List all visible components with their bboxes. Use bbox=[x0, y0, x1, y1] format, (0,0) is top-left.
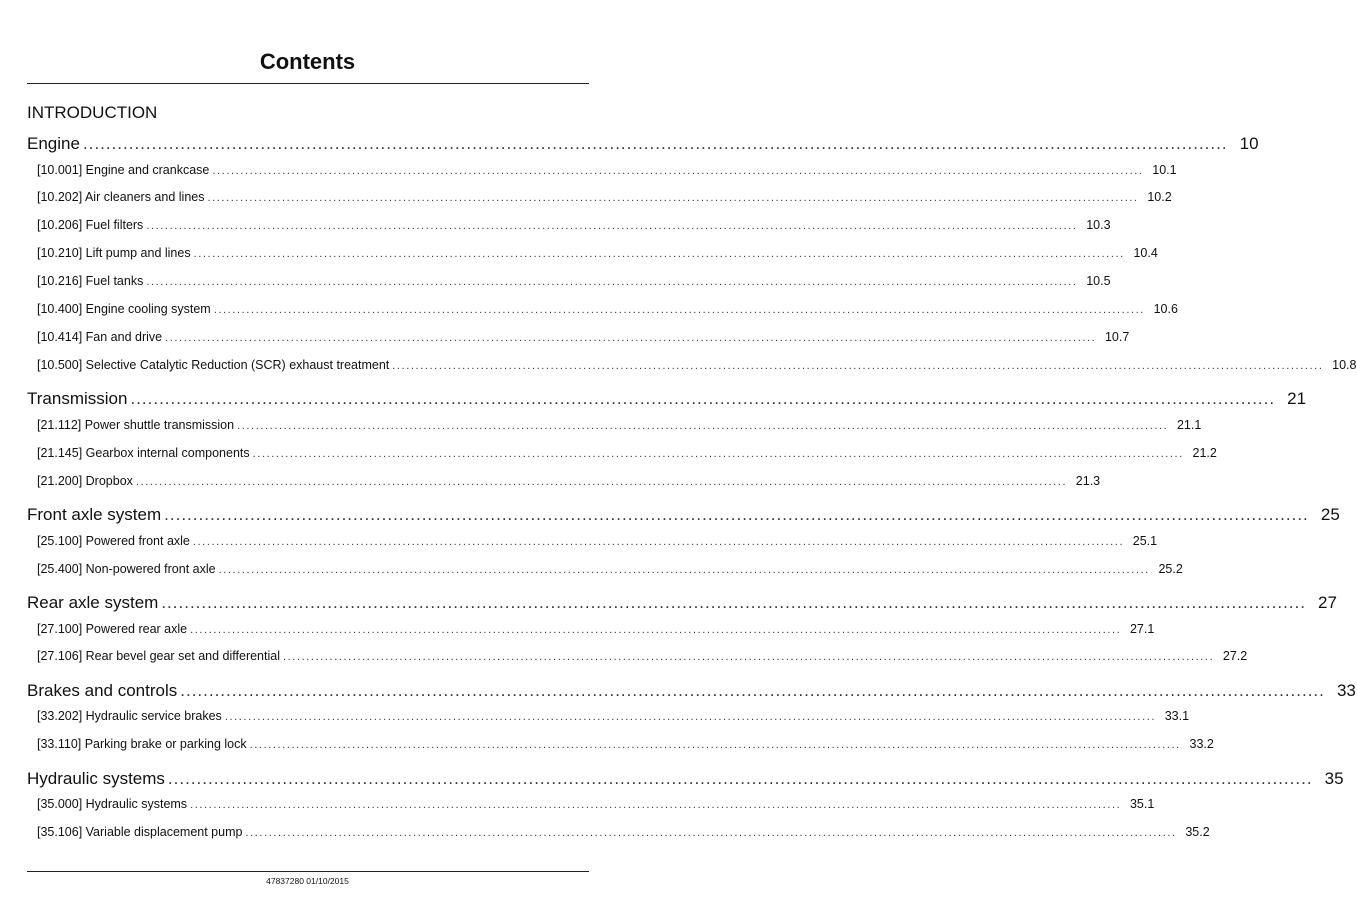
toc-item[interactable] bbox=[37, 533, 1158, 548]
toc-item-label: [33.110] Parking brake or parking lock bbox=[37, 737, 247, 752]
toc-section-page: 33 bbox=[1336, 680, 1356, 700]
toc-item-page: 10.6 bbox=[1153, 302, 1178, 316]
toc-item-label: [10.400] Engine cooling system bbox=[37, 302, 211, 316]
toc-item-page: 10.5 bbox=[1086, 274, 1111, 289]
dot-leader: ........................................................................................................................................................................................................ bbox=[392, 359, 1324, 372]
dot-leader: ........................................................................................................................................................................................................ bbox=[193, 248, 1125, 261]
dot-leader: ........................................................................................................................................................................................................ bbox=[190, 623, 1122, 636]
toc-item-page: 35.2 bbox=[1185, 825, 1210, 840]
toc-item[interactable] bbox=[37, 218, 1111, 233]
toc-section-page: 35 bbox=[1324, 768, 1344, 788]
toc-item-label: [21.200] Dropbox bbox=[37, 473, 133, 488]
toc-item[interactable] bbox=[37, 709, 1190, 724]
toc-item[interactable] bbox=[37, 649, 1248, 664]
dot-leader: ........................................................................................................................................................................................................ bbox=[249, 739, 1181, 752]
dot-leader: ........................................................................................................................................................................................................ bbox=[283, 651, 1215, 664]
toc-item-page: 27.2 bbox=[1222, 649, 1248, 664]
introduction-heading: INTRODUCTION bbox=[27, 103, 158, 122]
toc-item[interactable] bbox=[37, 797, 1155, 812]
dot-leader: ........................................................................................................................................................................................................ bbox=[190, 799, 1122, 812]
toc-section-engine[interactable] bbox=[27, 134, 1259, 154]
dot-leader: ........................................................................................................................................................................................................ bbox=[164, 505, 1309, 525]
toc-section-label: Rear axle system bbox=[27, 593, 159, 612]
dot-leader: ........................................................................................................................................................................................................ bbox=[212, 164, 1144, 177]
toc-item[interactable] bbox=[37, 274, 1111, 289]
toc-item-label: [35.106] Variable displacement pump bbox=[37, 825, 243, 840]
toc-item-page: 10.3 bbox=[1086, 218, 1111, 233]
toc-item[interactable] bbox=[37, 473, 1101, 488]
toc-item[interactable] bbox=[37, 621, 1155, 636]
dot-leader: ........................................................................................................................................................................................................ bbox=[237, 419, 1169, 432]
title-rule bbox=[27, 83, 589, 84]
toc-section-label: Transmission bbox=[27, 389, 128, 409]
page-title: Contents bbox=[259, 49, 356, 74]
toc-item-label: [10.210] Lift pump and lines bbox=[37, 246, 191, 261]
toc-item-page: 10.4 bbox=[1133, 246, 1158, 261]
toc-item-label: [10.216] Fuel tanks bbox=[37, 274, 144, 289]
toc-item-label: [10.001] Engine and crankcase bbox=[37, 162, 210, 177]
toc-item-page: 25.2 bbox=[1158, 561, 1183, 576]
toc-item[interactable] bbox=[37, 246, 1158, 261]
toc-item-page: 35.1 bbox=[1129, 797, 1155, 812]
toc-item-label: [10.206] Fuel filters bbox=[37, 218, 144, 233]
toc-section-transmission[interactable] bbox=[27, 389, 1307, 409]
dot-leader: ........................................................................................................................................................................................................ bbox=[130, 389, 1276, 409]
toc-item[interactable] bbox=[37, 329, 1130, 344]
toc-item-label: [25.100] Powered front axle bbox=[37, 533, 190, 548]
dot-leader: ........................................................................................................................................................................................................ bbox=[146, 276, 1078, 289]
toc-item[interactable] bbox=[37, 357, 1357, 372]
toc-item-page: 10.7 bbox=[1104, 329, 1130, 344]
toc-section-rear-axle-system[interactable] bbox=[27, 593, 1337, 613]
toc-item[interactable] bbox=[37, 417, 1202, 432]
dot-leader: ........................................................................................................................................................................................................ bbox=[161, 593, 1306, 612]
toc-section-front-axle-system[interactable] bbox=[27, 505, 1340, 525]
toc-item[interactable] bbox=[37, 190, 1172, 205]
toc-item-label: [27.100] Powered rear axle bbox=[37, 621, 188, 636]
toc-section-page: 21 bbox=[1287, 389, 1307, 409]
toc-item-label: [10.414] Fan and drive bbox=[37, 329, 163, 344]
dot-leader: ........................................................................................................................................................................................................ bbox=[213, 304, 1145, 316]
toc-item-label: [33.202] Hydraulic service brakes bbox=[37, 709, 222, 724]
toc-section-brakes-and-controls[interactable] bbox=[27, 680, 1356, 701]
toc-item[interactable] bbox=[37, 162, 1177, 177]
toc-item-label: [21.145] Gearbox internal components bbox=[37, 445, 250, 460]
toc-item[interactable] bbox=[37, 302, 1178, 316]
toc-item-page: 33.1 bbox=[1164, 709, 1190, 724]
toc-section-hydraulic-systems[interactable] bbox=[27, 768, 1344, 789]
footer-rule bbox=[27, 871, 589, 872]
toc-item-page: 21.1 bbox=[1176, 417, 1202, 432]
toc-item-label: [21.112] Power shuttle transmission bbox=[37, 417, 235, 432]
toc-item[interactable] bbox=[37, 737, 1214, 752]
toc-item-label: [35.000] Hydraulic systems bbox=[37, 797, 188, 812]
toc-item-label: [27.106] Rear bevel gear set and differential bbox=[37, 649, 280, 664]
dot-leader: ........................................................................................................................................................................................................ bbox=[218, 563, 1150, 576]
toc-section-label: Hydraulic systems bbox=[27, 768, 165, 788]
dot-leader: ........................................................................................................................................................................................................ bbox=[167, 768, 1313, 788]
toc-item-page: 21.2 bbox=[1192, 445, 1217, 460]
toc-item-label: [25.400] Non-powered front axle bbox=[37, 561, 216, 576]
toc-section-page: 10 bbox=[1239, 134, 1259, 153]
toc-item-page: 10.8 bbox=[1332, 357, 1357, 372]
dot-leader: ........................................................................................................................................................................................................ bbox=[252, 447, 1184, 460]
dot-leader: ........................................................................................................................................................................................................ bbox=[82, 134, 1228, 153]
toc-section-label: Engine bbox=[27, 134, 80, 153]
dot-leader: ........................................................................................................................................................................................................ bbox=[146, 220, 1078, 233]
dot-leader: ........................................................................................................................................................................................................ bbox=[165, 331, 1097, 344]
toc-item-page: 10.1 bbox=[1152, 162, 1177, 177]
dot-leader: ........................................................................................................................................................................................................ bbox=[135, 475, 1068, 488]
toc-item-page: 10.2 bbox=[1147, 190, 1172, 205]
toc-section-page: 25 bbox=[1320, 505, 1340, 525]
toc-item[interactable] bbox=[37, 825, 1210, 840]
toc-section-page: 27 bbox=[1318, 593, 1337, 612]
dot-leader: ........................................................................................................................................................................................................ bbox=[245, 827, 1177, 840]
toc-item-page: 21.3 bbox=[1075, 473, 1101, 488]
toc-item-page: 33.2 bbox=[1189, 737, 1214, 752]
toc-item-page: 27.1 bbox=[1129, 621, 1155, 636]
dot-leader: ........................................................................................................................................................................................................ bbox=[180, 680, 1325, 700]
toc-item-label: [10.202] Air cleaners and lines bbox=[37, 190, 205, 205]
toc-item[interactable] bbox=[37, 561, 1183, 576]
dot-leader: ........................................................................................................................................................................................................ bbox=[207, 192, 1139, 205]
toc-item-page: 25.1 bbox=[1132, 533, 1158, 548]
toc-item[interactable] bbox=[37, 445, 1217, 460]
document-footer: 47837280 01/10/2015 bbox=[266, 876, 349, 886]
dot-leader: ........................................................................................................................................................................................................ bbox=[192, 535, 1125, 548]
toc-section-label: Front axle system bbox=[27, 505, 162, 525]
dot-leader: ........................................................................................................................................................................................................ bbox=[224, 711, 1157, 724]
toc-section-label: Brakes and controls bbox=[27, 680, 178, 700]
toc-item-label: [10.500] Selective Catalytic Reduction (SCR) exhaust treatment bbox=[37, 357, 390, 372]
